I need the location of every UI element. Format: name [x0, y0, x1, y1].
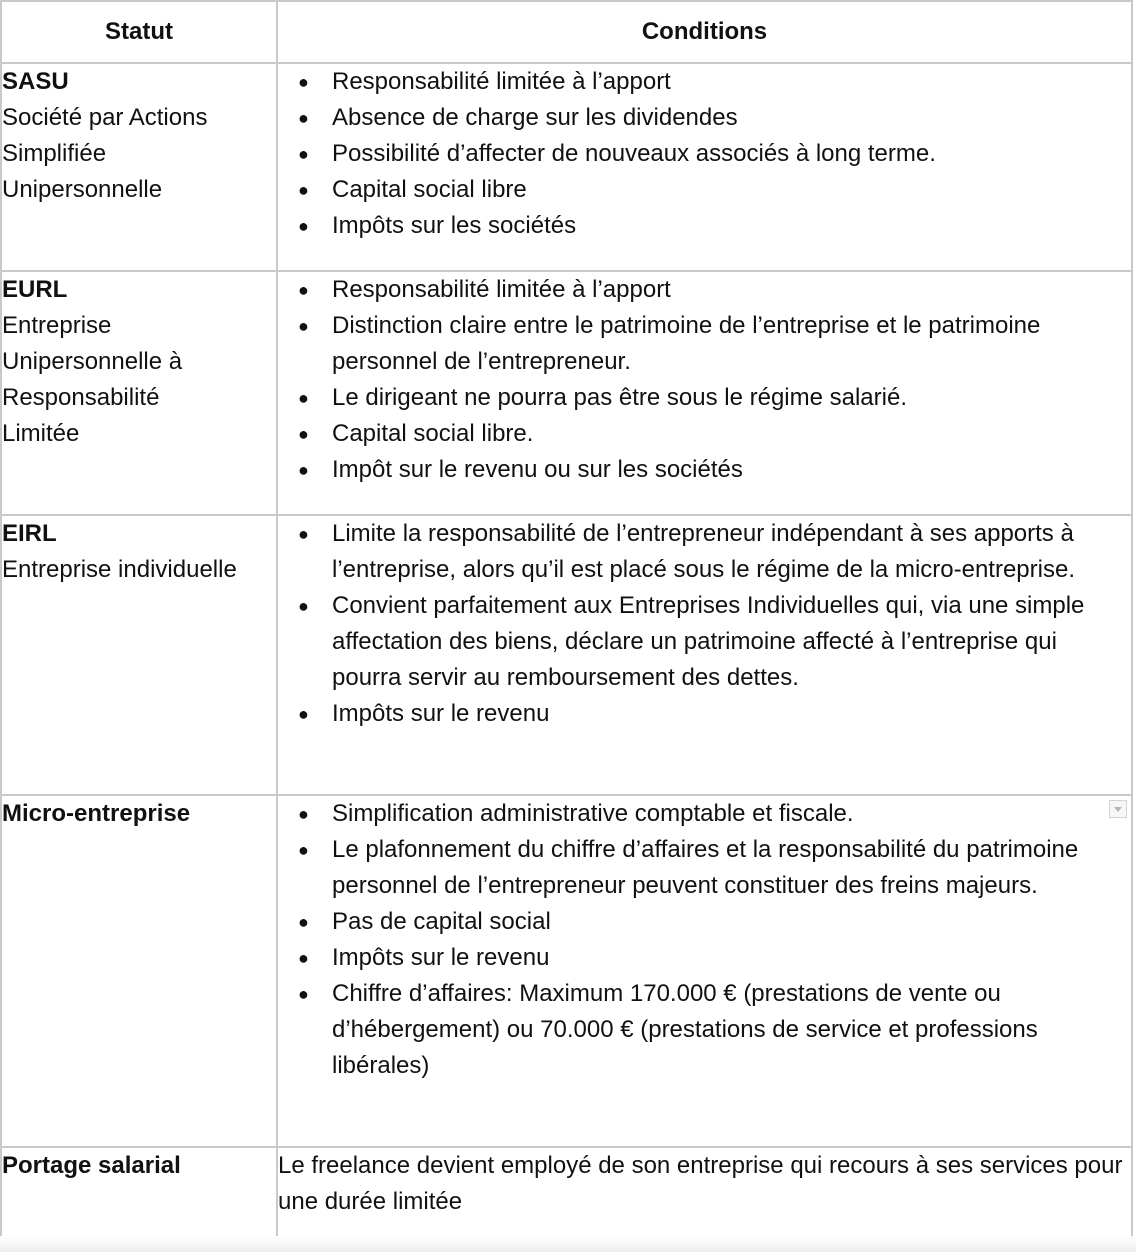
- conditions-cell: [277, 1147, 1132, 1247]
- bullet-icon: ●: [298, 460, 309, 480]
- conditions-list: [278, 516, 1131, 732]
- bullet-icon: ●: [298, 804, 309, 824]
- bullet-icon: ●: [298, 840, 309, 860]
- bullet-icon: ●: [298, 948, 309, 968]
- table-row-portage-salarial: [1, 1147, 1132, 1247]
- list-item: ● Responsabilité limitée à l’apport: [278, 64, 1131, 100]
- table-row-eurl: [1, 271, 1132, 515]
- bottom-shadow: [0, 1236, 1136, 1252]
- table-row-micro-entreprise: [1, 795, 1132, 1147]
- bullet-icon: ●: [298, 388, 309, 408]
- list-item: ● Impôt sur le revenu ou sur les sociétés: [278, 452, 1131, 488]
- header-statut: Statut: [1, 1, 277, 63]
- bullet-icon: ●: [298, 280, 309, 300]
- statut-description: Société par Actions Simplifiée Unipersonnelle: [2, 104, 208, 203]
- table-row-sasu: [1, 63, 1132, 271]
- list-item: ● Pas de capital social: [278, 904, 1131, 940]
- header-conditions: Conditions: [277, 1, 1132, 63]
- list-item: ● Impôts sur le revenu: [278, 940, 1131, 976]
- conditions-list: [278, 796, 1131, 1084]
- list-item: ● Possibilité d’affecter de nouveaux associés à long terme.: [278, 136, 1131, 172]
- list-item: ● Responsabilité limitée à l’apport: [278, 272, 1131, 308]
- list-item: ● Le dirigeant ne pourra pas être sous le régime salarié.: [278, 380, 1131, 416]
- list-item: ● Impôts sur le revenu: [278, 696, 1131, 732]
- conditions-cell: [277, 515, 1132, 795]
- statut-cell: [1, 1147, 277, 1247]
- statut-cell: [1, 795, 277, 1147]
- bullet-icon: ●: [298, 984, 309, 1004]
- bullet-icon: ●: [298, 596, 309, 616]
- conditions-cell: [277, 271, 1132, 515]
- bullet-icon: ●: [298, 72, 309, 92]
- statut-description: Entreprise Unipersonnelle à Responsabilité Limitée: [2, 312, 183, 447]
- statut-description: Entreprise individuelle: [2, 556, 237, 583]
- statut-cell: [1, 515, 277, 795]
- bullet-icon: ●: [298, 108, 309, 128]
- statut-name: EIRL: [2, 520, 57, 547]
- statut-name: Micro-entreprise: [2, 800, 191, 827]
- conditions-text: Le freelance devient employé de son entreprise qui recours à ses services pour une durée limitée: [278, 1152, 1123, 1215]
- statut-name: SASU: [2, 68, 69, 95]
- conditions-cell: [277, 63, 1132, 271]
- conditions-cell: [277, 795, 1132, 1147]
- list-item: ● Chiffre d’affaires: Maximum 170.000 € (prestations de vente ou d’hébergement) ou 70.000 € (prestations de service et professions libérales): [278, 976, 1131, 1084]
- list-item: ● Capital social libre: [278, 172, 1131, 208]
- bullet-icon: ●: [298, 424, 309, 444]
- conditions-list: [278, 272, 1131, 488]
- list-item: ● Limite la responsabilité de l’entrepreneur indépendant à ses apports à l’entreprise, alors qu’il est placé sous le régime de la micro-entreprise.: [278, 516, 1131, 588]
- list-item: ● Capital social libre.: [278, 416, 1131, 452]
- statut-name: EURL: [2, 276, 68, 303]
- list-item: ● Convient parfaitement aux Entreprises Individuelles qui, via une simple affectation des biens, déclare un patrimoine affecté à l’entreprise qui pourra servir au remboursement des dettes.: [278, 588, 1131, 696]
- list-item: ● Le plafonnement du chiffre d’affaires et la responsabilité du patrimoine personnel de l’entrepreneur peuvent constituer des freins majeurs.: [278, 832, 1131, 904]
- list-item: ● Absence de charge sur les dividendes: [278, 100, 1131, 136]
- statut-name: Portage salarial: [2, 1152, 181, 1179]
- table-header-row: [1, 1, 1132, 63]
- bullet-icon: ●: [298, 524, 309, 544]
- statut-cell: [1, 271, 277, 515]
- bullet-icon: ●: [298, 316, 309, 336]
- statut-cell: [1, 63, 277, 271]
- table-row-eirl: [1, 515, 1132, 795]
- list-item: ● Simplification administrative comptable et fiscale.: [278, 796, 1131, 832]
- bullet-icon: ●: [298, 912, 309, 932]
- conditions-list: [278, 64, 1131, 244]
- bullet-icon: ●: [298, 704, 309, 724]
- bullet-icon: ●: [298, 180, 309, 200]
- bullet-icon: ●: [298, 144, 309, 164]
- bullet-icon: ●: [298, 216, 309, 236]
- list-item: ● Distinction claire entre le patrimoine de l’entreprise et le patrimoine personnel de l’entrepreneur.: [278, 308, 1131, 380]
- list-item: ● Impôts sur les sociétés: [278, 208, 1131, 244]
